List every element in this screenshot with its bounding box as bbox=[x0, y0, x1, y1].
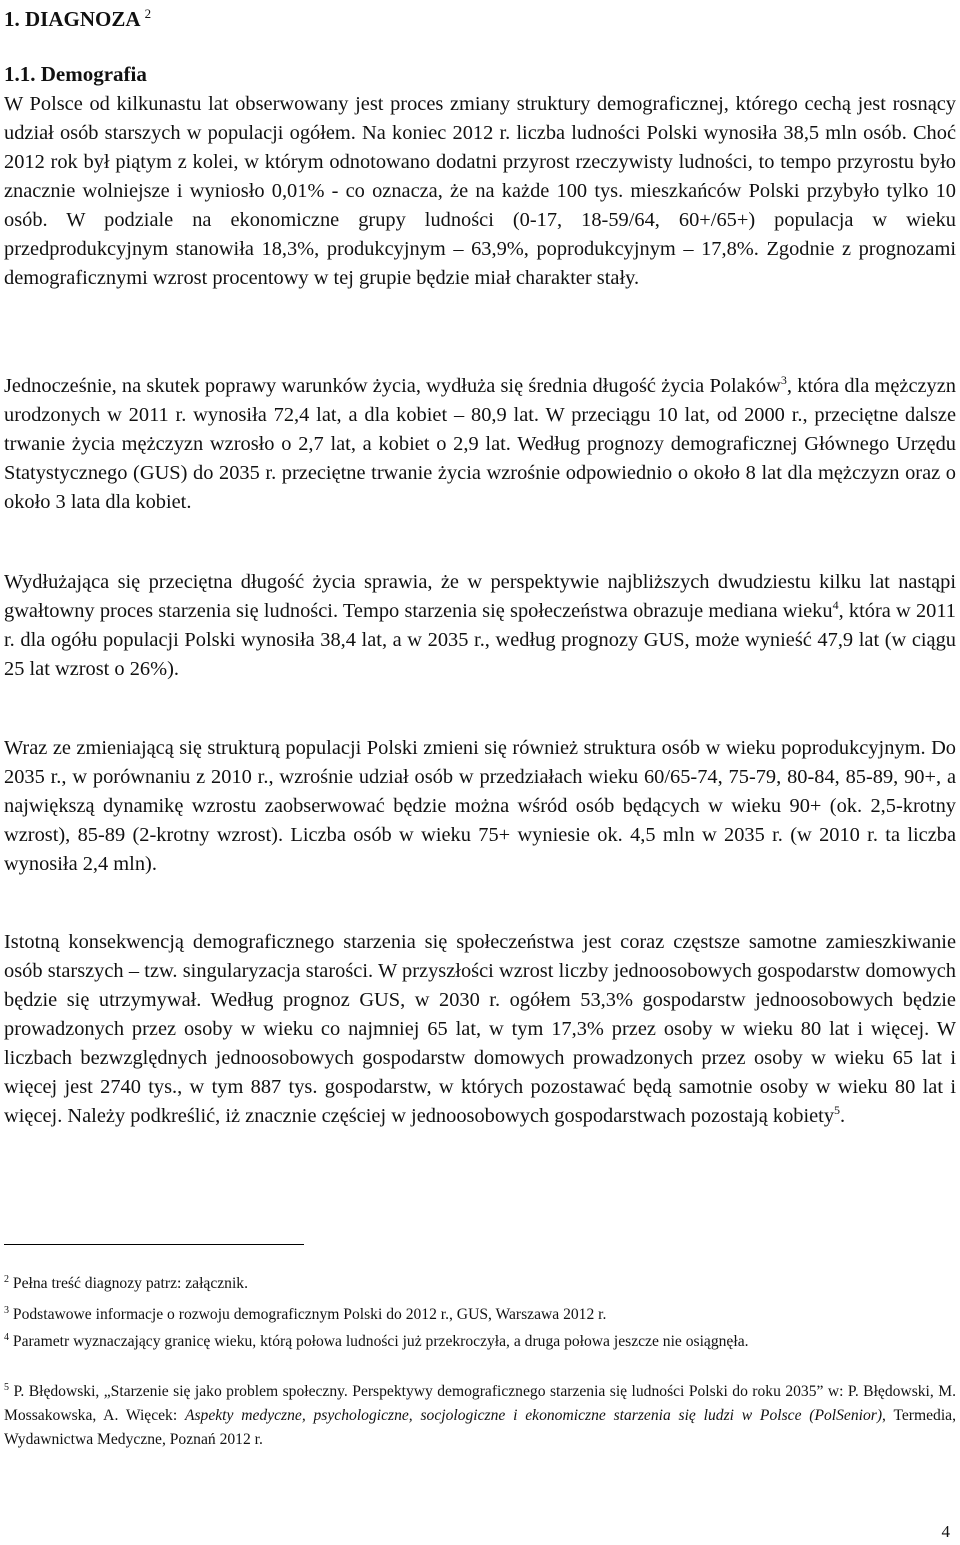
section-heading: 1.1. Demografia bbox=[4, 62, 147, 86]
paragraph-singularization: Istotną konsekwencją demograficznego starzenia się społeczeństwa jest coraz częstsze samotne zamieszkiwanie osób starszych – tzw. singularyzacja starości. W przyszłości wzrost liczby jednoosobowych gospodarstw domowych będzie się utrzymywał. Według prognoz GUS, w 2030 r. ogółem 53,3% gospodarstw jednoosobowych będzie prowadzonych przez osoby w wieku co najmniej 65 lat, w tym 17,3% przez osoby w wieku 80 lat i więcej. W liczbach bezwzględnych jednoosobowych gospodarstw domowych prowadzonych przez osoby w wieku 65 lat i więcej jest 2740 tys., w tym 887 tys. gospodarstw, w których pozostawać będą samotnie osoby w wieku 80 lat i więcej. Należy podkreślić, iż znacznie częściej w jednoosobowych gospodarstwach pozostają kobiety$^5$. bbox=[4, 931, 956, 1127]
footnote-separator bbox=[4, 1244, 304, 1245]
footnote-5: $^5$ P. Błędowski, „Starzenie się jako problem społeczny. Perspektywy demograficznego starzenia się ludności Polski do roku 2035” w: P. Błędowski, M. Mossakowska, A. Więcek: Aspekty medyczne, psychologiczne, socjologiczne i ekonomiczne starzenia się ludzi w Polsce (PolSenior), Termedia, Wydawnictwa Medyczne, Poznań 2012 r. bbox=[4, 1381, 956, 1448]
footnote-3: $^3$ Podstawowe informacje o rozwoju demograficznym Polski do 2012 r., GUS, Warszawa 2012 r. bbox=[4, 1304, 607, 1323]
paragraph-demography-intro: W Polsce od kilkunastu lat obserwowany jest proces zmiany struktury demograficznej, którego cechą jest rosnący udział osób starszych w populacji ogółem. Na koniec 2012 r. liczba ludności Polski wynosiła 38,5 mln osób. Choć 2012 rok był piątym z kolei, w którym odnotowano dodatni przyrost rzeczywisty ludności, to tempo przyrostu było znacznie wolniejsze i wyniosło 0,01% - co oznacza, że na każde 100 tys. mieszkańców Polski przybyło tylko 10 osób. W podziale na ekonomiczne grupy ludności (0-17, 18-59/64, 60+/65+) populacja w wieku przedprodukcyjnym stanowiła 18,3%, produkcyjnym – 63,9%, poprodukcyjnym – 17,8%. Zgodnie z prognozami demograficznymi wzrost procentowy w tej grupie będzie miał charakter stały. bbox=[4, 93, 956, 289]
footnote-4: $^4$ Parametr wyznaczający granicę wieku, którą połowa ludności już przekroczyła, a druga połowa jeszcze nie osiągnęła. bbox=[4, 1331, 749, 1350]
paragraph-aging-pace: Wydłużająca się przeciętna długość życia sprawia, że w perspektywie najbliższych dwudziestu kilku lat nastąpi gwałtowny proces starzenia się ludności. Tempo starzenia się społeczeństwa obrazuje mediana wieku$^4$, która w 2011 r. dla ogółu populacji Polski wynosiła 38,4 lat, a w 2035 r., według prognozy GUS, może wynieść 47,9 lat (w ciągu 25 lat wzrost o 26%). bbox=[4, 571, 956, 680]
footnote-ref: 5 bbox=[834, 1103, 841, 1118]
paragraph-life-expectancy: Jednocześnie, na skutek poprawy warunków życia, wydłuża się średnia długość życia Polaków$^3$, która dla mężczyzn urodzonych w 2011 r. wynosiła 72,4 lat, a dla kobiet – 80,9 lat. W przeciągu 10 lat, od 2000 r., przeciętne dalsze trwanie życia mężczyzn wzrosło o 2,7 lat, a kobiet o 2,9 lat. Według prognozy demograficznej Głównego Urzędu Statystycznego (GUS) do 2035 r. przeciętne trwanie życia wzrośnie odpowiednio o około 8 lat dla mężczyzn oraz o około 3 lata dla kobiet. bbox=[4, 373, 956, 513]
paragraph-postproductive-structure: Wraz ze zmieniającą się strukturą populacji Polski zmieni się również struktura osób w wieku poprodukcyjnym. Do 2035 r., w porównaniu z 2010 r., wzrośnie udział osób w przedziałach wieku 60/65-74, 75-79, 80-84, 85-89, 90+, a największą dynamikę wzrostu zaobserwować będzie można wśród osób będących w wieku 90+ (ok. 2,5-krotny wzrost), 85-89 (2-krotny wzrost). Liczba osób w wieku 75+ wyniesie ok. 4,5 mln w 2035 r. (w 2010 r. ta liczba wynosiła 2,4 mln). bbox=[4, 737, 956, 875]
chapter-heading: 1. DIAGNOZA $^2$ bbox=[4, 6, 152, 31]
footnote-ref: 4 bbox=[832, 598, 839, 613]
footnote-ref: 2 bbox=[144, 6, 152, 21]
footnote-2: $^2$ Pełna treść diagnozy patrz: załącznik. bbox=[4, 1273, 248, 1292]
page-number: 4 bbox=[941, 1522, 950, 1541]
footnote-ref: 3 bbox=[780, 373, 787, 388]
